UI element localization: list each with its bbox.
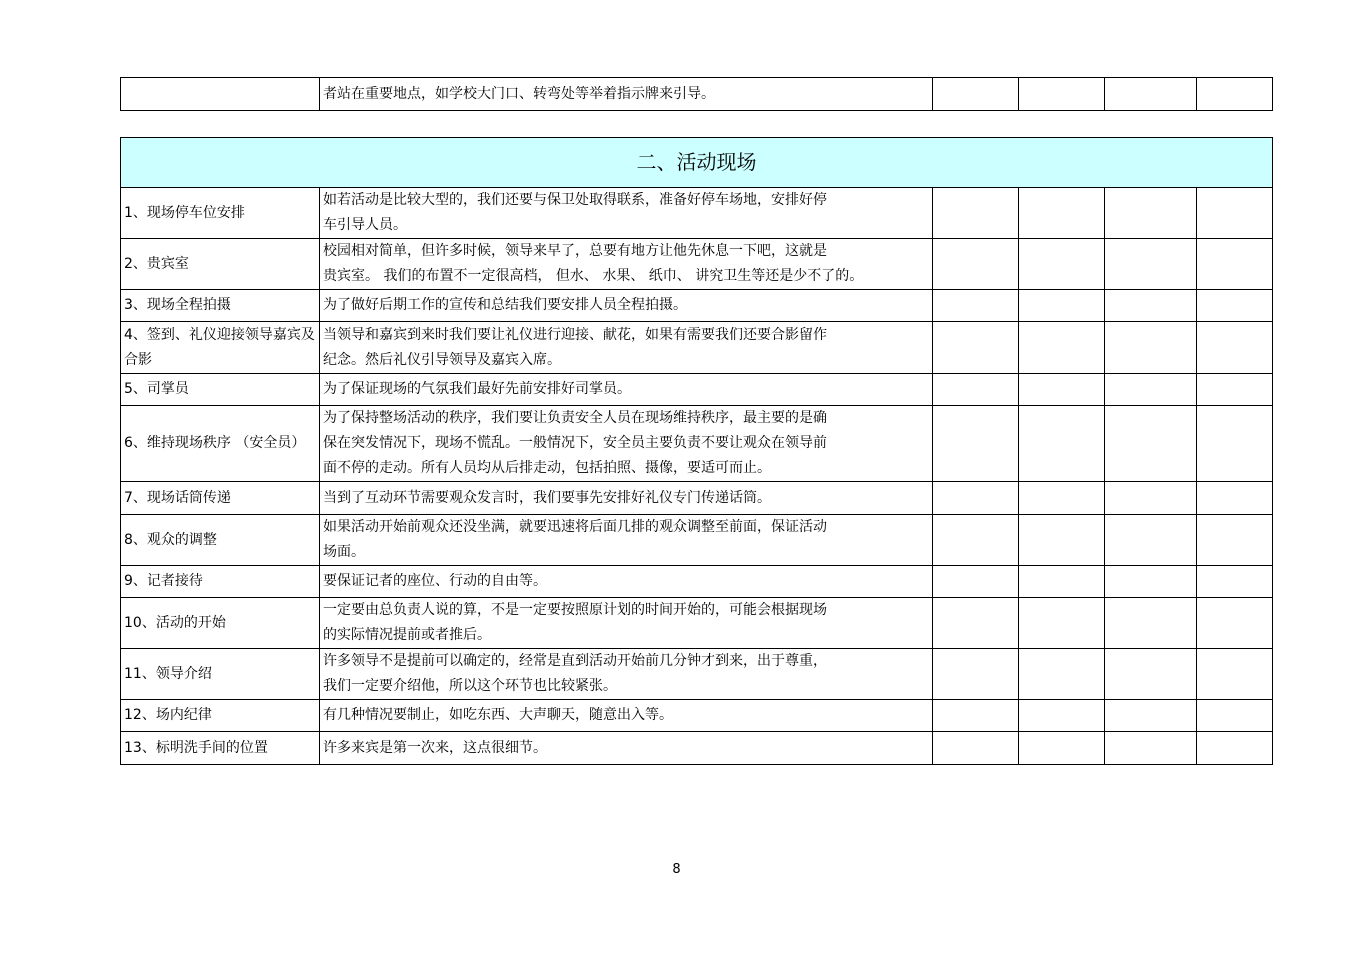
table-row [121, 239, 1273, 290]
blank-cell [1105, 239, 1197, 290]
description-cell: 许多领导不是提前可以确定的，经常是直到活动开始前几分钟才到来，出于尊重， 我们一定要介绍他，所以这个环节也比较紧张。 [320, 649, 933, 700]
blank-cell [1197, 406, 1273, 482]
table-row [121, 566, 1273, 598]
description-cell: 要保证记者的座位、行动的自由等。 [320, 566, 933, 598]
item-cell [121, 78, 320, 111]
blank-cell [933, 700, 1019, 732]
item-cell: 5、司掌员 [121, 374, 320, 406]
blank-cell [933, 188, 1019, 239]
blank-cell [1105, 78, 1197, 111]
blank-cell [1019, 188, 1105, 239]
item-cell: 3、现场全程拍摄 [121, 290, 320, 322]
item-cell: 11、领导介绍 [121, 649, 320, 700]
blank-cell [1197, 374, 1273, 406]
blank-cell [1105, 566, 1197, 598]
blank-cell [1019, 374, 1105, 406]
blank-cell [1197, 482, 1273, 515]
blank-cell [1197, 515, 1273, 566]
blank-cell [1105, 598, 1197, 649]
description-cell: 一定要由总负责人说的算，不是一定要按照原计划的时间开始的，可能会根据现场 的实际情况提前或者推后。 [320, 598, 933, 649]
item-cell: 10、活动的开始 [121, 598, 320, 649]
continuation-table [120, 77, 1273, 111]
description-cell: 为了做好后期工作的宣传和总结我们要安排人员全程拍摄。 [320, 290, 933, 322]
blank-cell [933, 515, 1019, 566]
blank-cell [1105, 290, 1197, 322]
blank-cell [1019, 78, 1105, 111]
blank-cell [1019, 649, 1105, 700]
blank-cell [1019, 239, 1105, 290]
blank-cell [1019, 290, 1105, 322]
blank-cell [1105, 374, 1197, 406]
table-row [121, 322, 1273, 374]
blank-cell [1105, 482, 1197, 515]
blank-cell [1019, 598, 1105, 649]
item-cell: 4、签到、礼仪迎接领导嘉宾及合影 [121, 322, 320, 374]
item-cell: 9、记者接待 [121, 566, 320, 598]
table-row [121, 515, 1273, 566]
blank-cell [1197, 732, 1273, 765]
table-row [121, 78, 1273, 111]
blank-cell [1105, 322, 1197, 374]
item-cell: 6、维持现场秩序 （安全员） [121, 406, 320, 482]
blank-cell [1019, 732, 1105, 765]
blank-cell [933, 239, 1019, 290]
blank-cell [1197, 78, 1273, 111]
blank-cell [1197, 239, 1273, 290]
description-cell: 许多来宾是第一次来，这点很细节。 [320, 732, 933, 765]
blank-cell [933, 482, 1019, 515]
item-cell: 1、现场停车位安排 [121, 188, 320, 239]
blank-cell [1019, 322, 1105, 374]
item-cell: 7、现场话筒传递 [121, 482, 320, 515]
activity-site-table [120, 137, 1273, 765]
blank-cell [1105, 732, 1197, 765]
description-cell: 为了保证现场的气氛我们最好先前安排好司掌员。 [320, 374, 933, 406]
blank-cell [1197, 700, 1273, 732]
blank-cell [1197, 188, 1273, 239]
description-cell: 当领导和嘉宾到来时我们要让礼仪进行迎接、献花，如果有需要我们还要合影留作 纪念。然后礼仪引导领导及嘉宾入席。 [320, 322, 933, 374]
description-cell: 者站在重要地点，如学校大门口、转弯处等举着指示牌来引导。 [320, 78, 933, 111]
table-row [121, 598, 1273, 649]
blank-cell [1105, 188, 1197, 239]
blank-cell [1019, 700, 1105, 732]
table-row [121, 482, 1273, 515]
blank-cell [1197, 322, 1273, 374]
blank-cell [1019, 406, 1105, 482]
blank-cell [1105, 649, 1197, 700]
blank-cell [1197, 566, 1273, 598]
blank-cell [933, 374, 1019, 406]
blank-cell [933, 322, 1019, 374]
item-cell: 13、标明洗手间的位置 [121, 732, 320, 765]
description-cell: 有几种情况要制止，如吃东西、大声聊天，随意出入等。 [320, 700, 933, 732]
blank-cell [1105, 515, 1197, 566]
blank-cell [933, 290, 1019, 322]
blank-cell [1019, 482, 1105, 515]
table-row [121, 290, 1273, 322]
page-number: 8 [672, 862, 681, 877]
blank-cell [1197, 649, 1273, 700]
description-cell: 校园相对简单，但许多时候，领导来早了，总要有地方让他先休息一下吧，这就是 贵宾室。 我们的布置不一定很高档， 但水、 水果、 纸巾、 讲究卫生等还是少不了的。 [320, 239, 933, 290]
blank-cell [933, 78, 1019, 111]
table-row [121, 406, 1273, 482]
table-row [121, 188, 1273, 239]
blank-cell [933, 732, 1019, 765]
description-cell: 当到了互动环节需要观众发言时，我们要事先安排好礼仪专门传递话筒。 [320, 482, 933, 515]
blank-cell [1019, 515, 1105, 566]
table-row [121, 374, 1273, 406]
description-cell: 为了保持整场活动的秩序，我们要让负责安全人员在现场维持秩序，最主要的是确 保在突发情况下，现场不慌乱。一般情况下，安全员主要负责不要让观众在领导前 面不停的走动。所有人员均从后排走动，包括拍照、摄像，要适可而止。 [320, 406, 933, 482]
description-cell: 如若活动是比较大型的，我们还要与保卫处取得联系，准备好停车场地，安排好停 车引导人员。 [320, 188, 933, 239]
item-cell: 8、观众的调整 [121, 515, 320, 566]
table-row [121, 700, 1273, 732]
blank-cell [933, 406, 1019, 482]
blank-cell [1019, 566, 1105, 598]
table-body [121, 188, 1273, 765]
table-row [121, 649, 1273, 700]
section-header-row [121, 138, 1273, 188]
blank-cell [933, 566, 1019, 598]
blank-cell [1197, 598, 1273, 649]
blank-cell [933, 598, 1019, 649]
section-title: 二、活动现场 [121, 138, 1273, 188]
item-cell: 12、场内纪律 [121, 700, 320, 732]
blank-cell [1105, 700, 1197, 732]
blank-cell [1105, 406, 1197, 482]
blank-cell [1197, 290, 1273, 322]
blank-cell [933, 649, 1019, 700]
table-row [121, 732, 1273, 765]
item-cell: 2、贵宾室 [121, 239, 320, 290]
description-cell: 如果活动开始前观众还没坐满，就要迅速将后面几排的观众调整至前面，保证活动 场面。 [320, 515, 933, 566]
